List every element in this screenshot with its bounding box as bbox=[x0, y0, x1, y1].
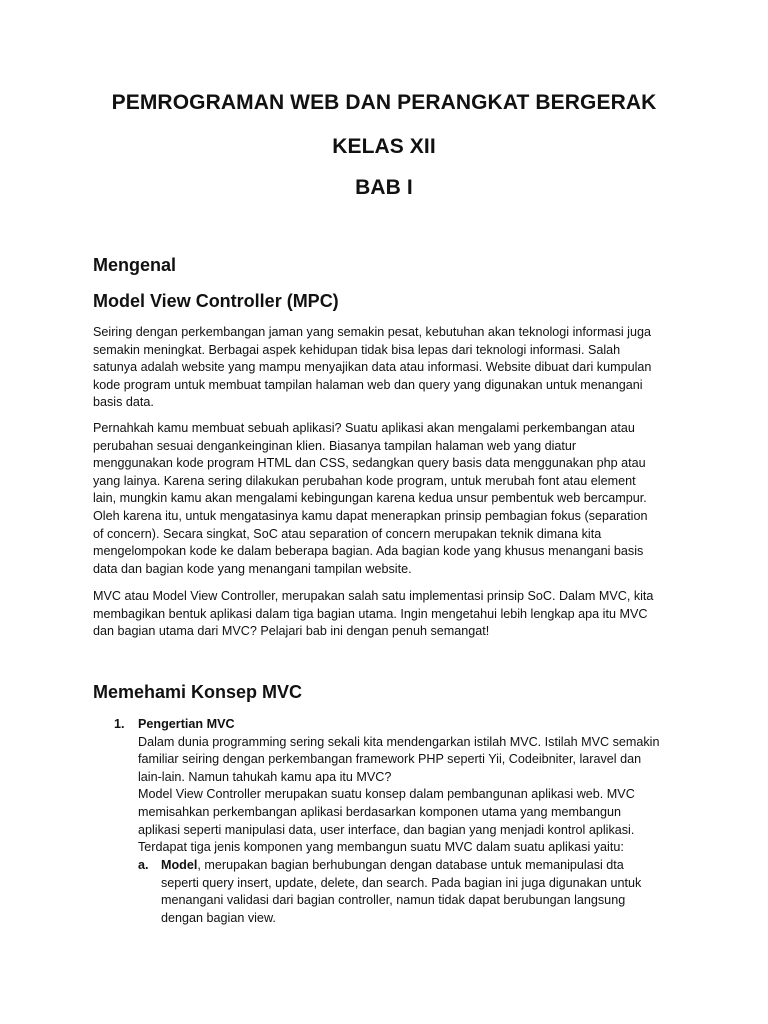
list-item-line: Model View Controller merupakan suatu konsep dalam pembangunan aplikasi web. MVC bbox=[138, 787, 635, 802]
paragraph-line: kode program untuk membuat tampilan halaman web dan query yang digunakan untuk menangani bbox=[93, 377, 643, 392]
list-item-line: familiar seiring dengan perkembangan framework PHP seperti Yii, Codeibniter, laravel dan bbox=[138, 752, 642, 767]
chapter-title: BAB I bbox=[355, 176, 413, 199]
paragraph-intro-3 bbox=[93, 588, 683, 641]
paragraph-line: lain, mungkin kamu akan mengalami kebingungan karena kedua unsur pembentuk web bercampur. bbox=[93, 491, 647, 506]
sub-list-line: dengan bagian view. bbox=[161, 910, 276, 925]
paragraph-line: Oleh karena itu, untuk mengatasinya kamu dapat menerapkan prinsip pembagian fokus (separation bbox=[93, 508, 648, 523]
section-heading-concept: Memehami Konsep MVC bbox=[93, 682, 303, 702]
paragraph-intro-1 bbox=[93, 324, 683, 412]
paragraph-line: Pernahkah kamu membuat sebuah aplikasi? Suatu aplikasi akan mengalami perkembangan atau bbox=[93, 421, 635, 435]
paragraph-line: MVC atau Model View Controller, merupakan salah satu implementasi prinsip SoC. Dalam MVC, kita bbox=[93, 589, 654, 603]
list-item-pengertian bbox=[138, 716, 698, 857]
sub-list-line: seperti query insert, update, delete, dan search. Pada bagian ini juga digunakan untuk bbox=[161, 875, 642, 890]
paragraph-intro-2 bbox=[93, 420, 683, 578]
class-title: KELAS XII bbox=[332, 135, 436, 158]
list-item-line: Dalam dunia programming sering sekali kita mendengarkan istilah MVC. Istilah MVC semakin bbox=[138, 734, 660, 749]
sub-list-line: , merupakan bagian berhubungan dengan database untuk memanipulasi dta bbox=[197, 858, 624, 872]
list-number: 1. bbox=[114, 717, 125, 731]
list-item-line: Terdapat tiga jenis komponen yang membangun suatu MVC dalam suatu aplikasi yaitu: bbox=[138, 840, 624, 855]
paragraph-line: perubahan sesuai dengankeinginan klien. Biasanya tampilan halaman web yang diatur bbox=[93, 438, 577, 453]
document-title: PEMROGRAMAN WEB DAN PERANGKAT BERGERAK bbox=[111, 91, 657, 114]
section-heading-mvc: Model View Controller (MPC) bbox=[93, 291, 339, 311]
paragraph-line: basis data. bbox=[93, 395, 154, 410]
paragraph-line: data dan bagian kode yang menangani tampilan website. bbox=[93, 561, 412, 576]
paragraph-line: membagikan bentuk aplikasi dalam tiga bagian utama. Ingin mengetahui lebih lengkap apa itu MVC bbox=[93, 606, 648, 621]
paragraph-line: menggunakan kode program HTML dan CSS, sedangkan query basis data menggunakan php atau bbox=[93, 456, 646, 471]
term-model: Model bbox=[161, 858, 198, 872]
sub-list-letter: a. bbox=[138, 858, 149, 872]
paragraph-line: semakin meningkat. Berbagai aspek kehidupan tidak bisa lepas dari teknologi informasi. Salah bbox=[93, 342, 621, 357]
paragraph-line: satunya adalah website yang mampu menyajikan data atau informasi. Website dibuat dari kumpulan bbox=[93, 360, 652, 375]
sub-list-item-model bbox=[161, 857, 701, 927]
paragraph-line: of concern). Secara singkat, SoC atau separation of concern merupakan teknik dimana kita bbox=[93, 526, 602, 541]
paragraph-line: Seiring dengan perkembangan jaman yang semakin pesat, kebutuhan akan teknologi informasi juga bbox=[93, 325, 651, 339]
list-item-line: aplikasi seperti manipulasi data, user interface, dan bagian yang menjadi kontrol aplikasi. bbox=[138, 822, 635, 837]
paragraph-line: dan bagian utama dari MVC? Pelajari bab ini dengan penuh semangat! bbox=[93, 624, 490, 639]
list-item-line: memisahkan perkembangan aplikasi berdasarkan komponen utama yang membangun bbox=[138, 804, 622, 819]
section-heading-intro: Mengenal bbox=[93, 255, 177, 275]
paragraph-line: yang lainya. Karena sering dilakukan perubahan kode program, untuk merubah font atau element bbox=[93, 473, 636, 488]
list-item-line: lain-lain. Namun tahukah kamu apa itu MVC? bbox=[138, 769, 392, 784]
sub-list-line: menangani validasi dari bagian controller, namun tidak dapat berubungan langsung bbox=[161, 893, 626, 908]
paragraph-line: mengelompokan kode ke dalam beberapa bagian. Ada bagian kode yang khusus menangani basis bbox=[93, 544, 644, 559]
list-item-title: Pengertian MVC bbox=[138, 717, 235, 731]
